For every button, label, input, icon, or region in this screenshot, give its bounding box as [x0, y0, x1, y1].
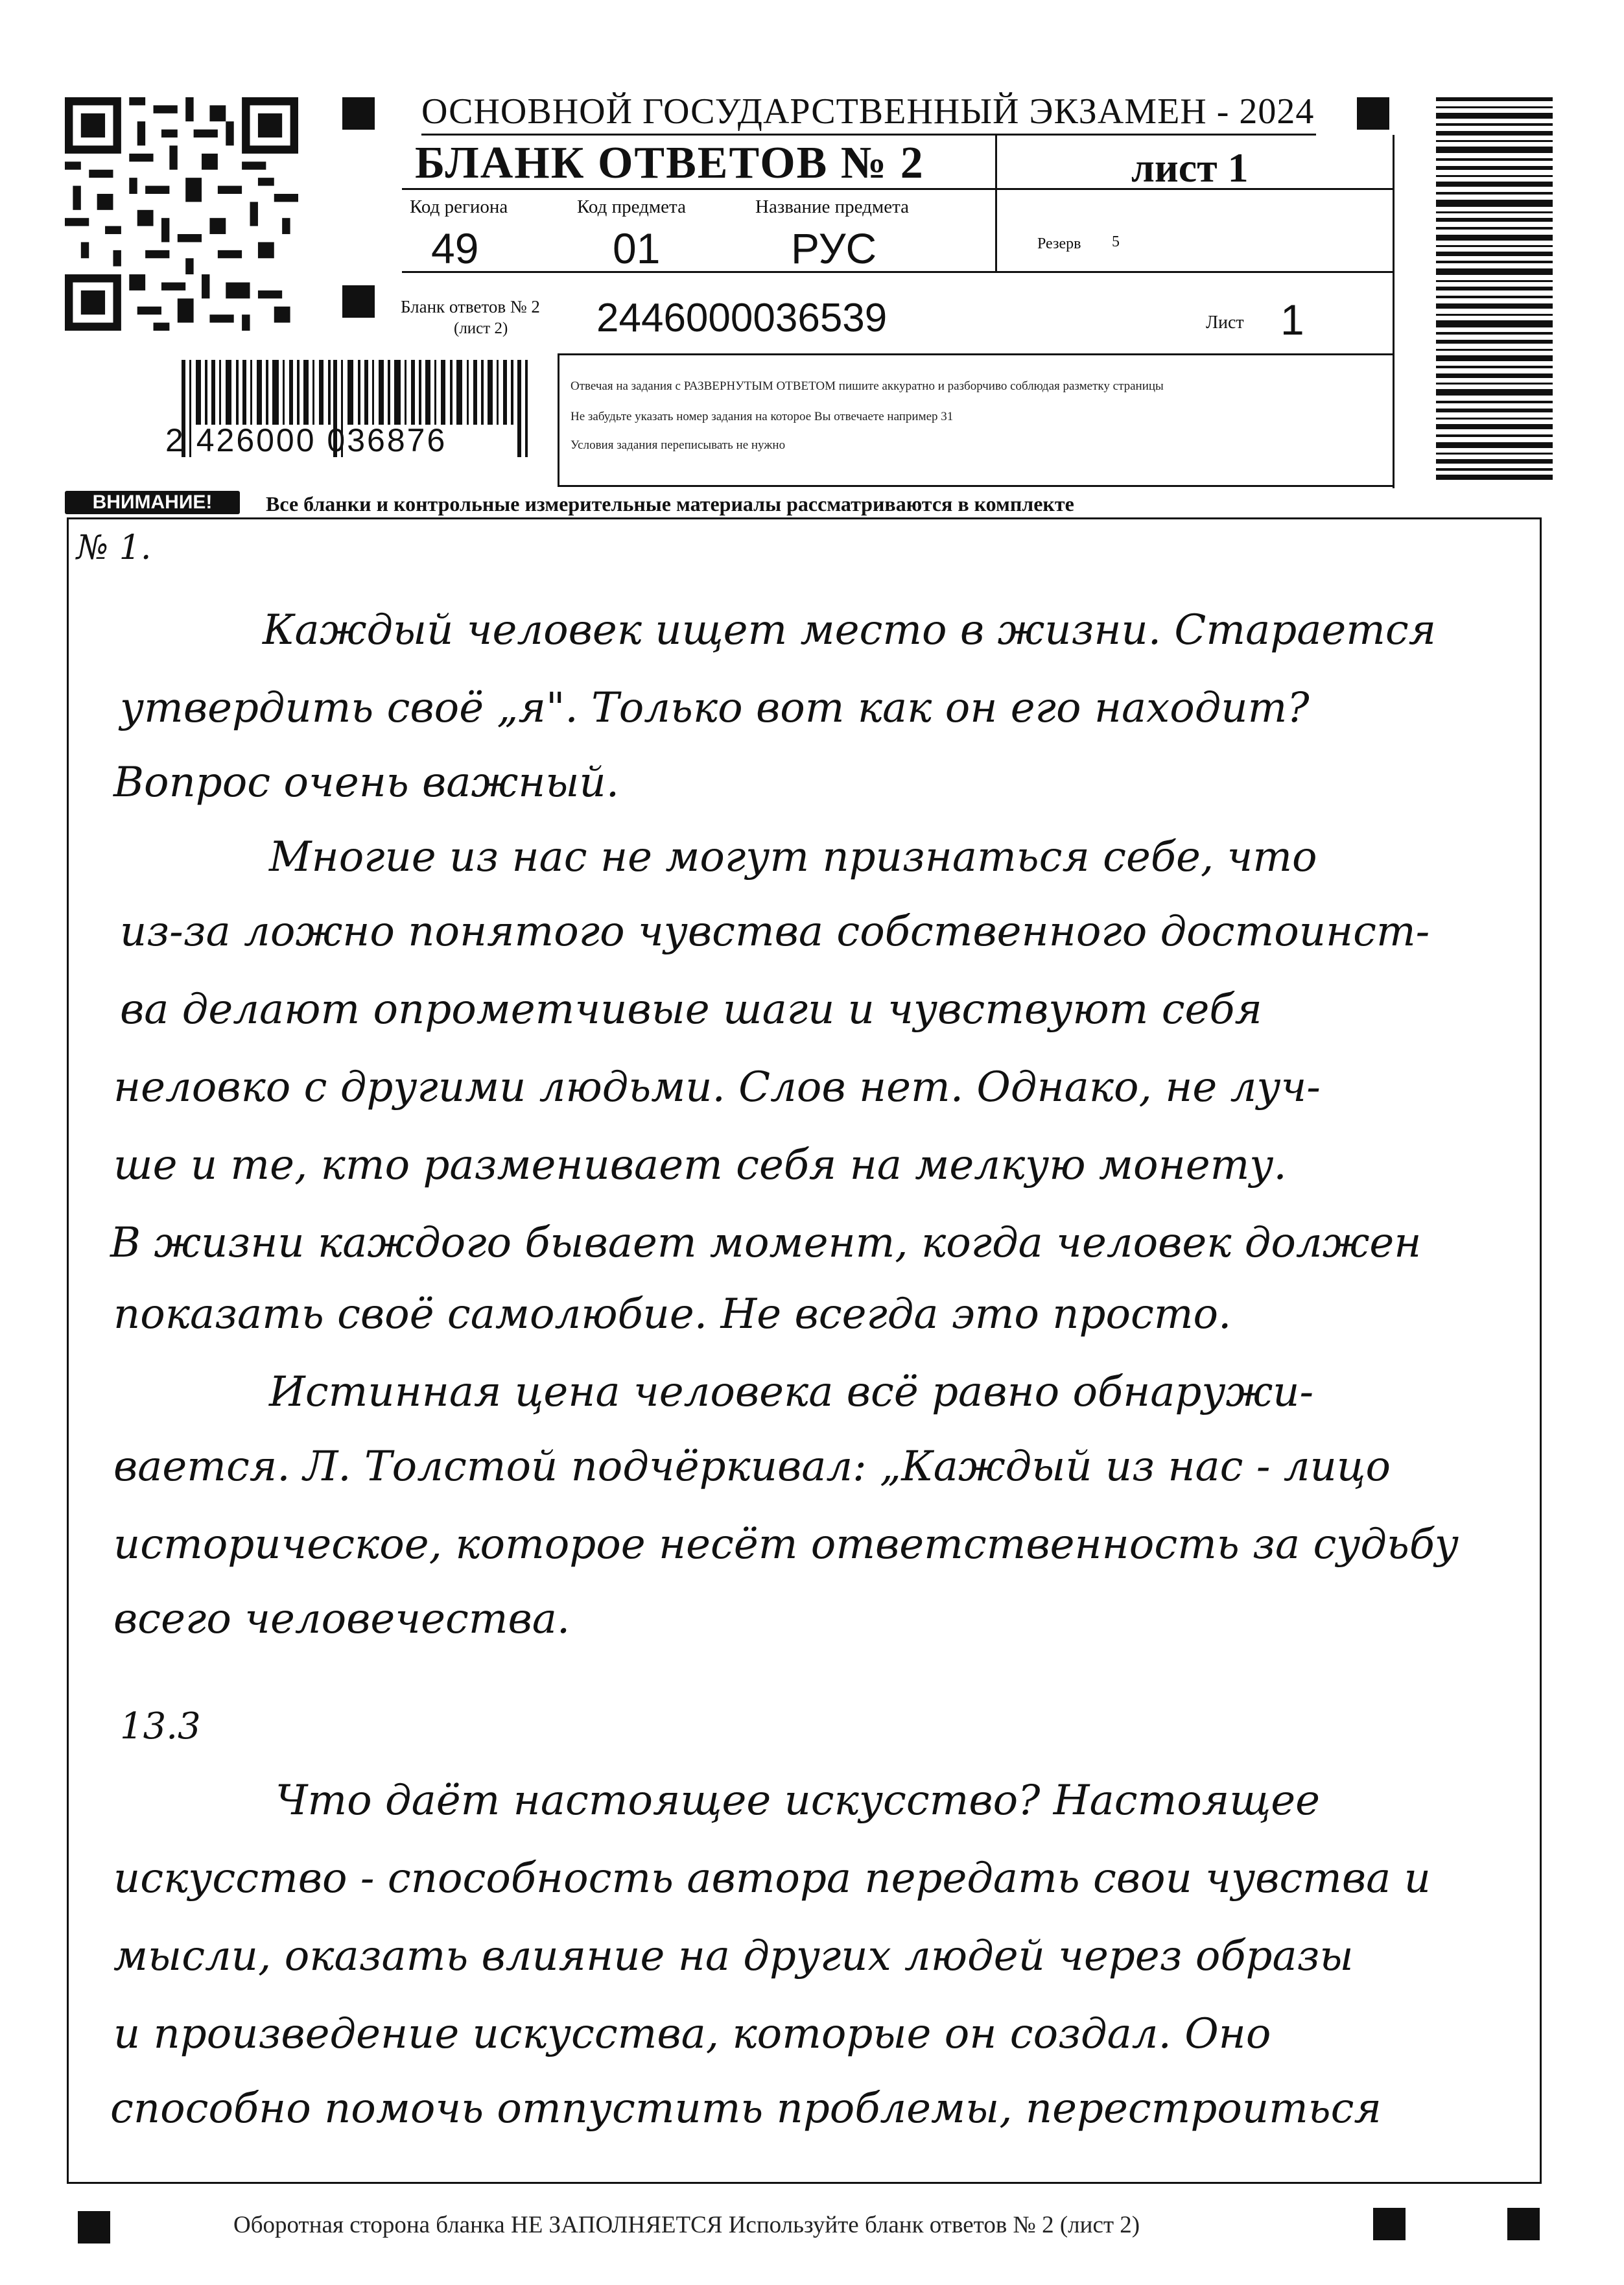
reserve-value: 5	[1112, 233, 1120, 250]
answer-line: В жизни каждого бывает момент, когда человек должен	[110, 1219, 1422, 1267]
alignment-marker-top-right	[1357, 97, 1389, 130]
warning-badge: ВНИМАНИЕ!	[65, 491, 240, 514]
instruction-line: Отвечая на задания с РАЗВЕРНУТЫМ ОТВЕТОМ пишите аккуратно и разборчиво соблюдая разметку страницы	[571, 379, 1164, 393]
answer-line: Каждый человек ищет место в жизни. Старается	[263, 606, 1437, 654]
barcode-number: 2 426000 036876	[165, 422, 447, 458]
header-divider	[1393, 135, 1395, 488]
header-divider	[995, 135, 997, 271]
answer-line: неловко с другими людьми. Слов нет. Однако, не луч-	[113, 1063, 1321, 1111]
subject-code-label: Код предмета	[577, 196, 686, 217]
header-divider	[558, 353, 559, 486]
instruction-line: Не забудьте указать номер задания на которое Вы отвечаете например 31	[571, 410, 954, 423]
answer-line: Что даёт настоящее искусство? Настоящее	[276, 1777, 1320, 1825]
answer-line: из-за ложно понятого чувства собственного достоинст-	[120, 908, 1430, 956]
list-value: 1	[1280, 296, 1304, 344]
subject-name-label: Название предмета	[755, 196, 909, 217]
answer-line: 13.3	[120, 1705, 201, 1747]
alignment-marker-bottom-right	[1507, 2208, 1540, 2240]
warning-text: Все бланки и контрольные измерительные материалы рассматриваются в комплекте	[266, 492, 1074, 515]
answer-line: показать своё самолюбие. Не всегда это просто.	[113, 1290, 1232, 1338]
answer-line: вается. Л. Толстой подчёркивал: „Каждый из нас - лицо	[113, 1443, 1391, 1491]
answer-line: № 1.	[76, 528, 152, 567]
answer-line: утвердить своё „я". Только вот как он его находит?	[120, 684, 1310, 732]
blank-number: 2446000036539	[596, 296, 888, 340]
exam-title: ОСНОВНОЙ ГОСУДАРСТВЕННЫЙ ЭКЗАМЕН - 2024	[421, 91, 1316, 136]
header-divider	[558, 485, 1394, 487]
subject-name-value: РУС	[791, 224, 877, 272]
answer-line: искусство - способность автора передать свои чувства и	[113, 1854, 1431, 1902]
subject-code-value: 01	[613, 224, 661, 272]
instruction-line: Условия задания переписывать не нужно	[571, 438, 786, 452]
answer-line: ва делают опрометчивые шаги и чувствуют себя	[120, 986, 1262, 1034]
barcode-icon	[1436, 97, 1553, 480]
form-title: БЛАНК ОТВЕТОВ № 2	[415, 138, 924, 188]
alignment-marker-bottom-left	[78, 2211, 110, 2244]
answer-line: историческое, которое несёт ответственность за судьбу	[113, 1521, 1459, 1569]
region-code-label: Код региона	[410, 196, 508, 217]
answer-line: Многие из нас не могут признаться себе, что	[269, 833, 1317, 881]
list-label: Лист	[1206, 313, 1244, 333]
answer-line: способно помочь отпустить проблемы, перестроиться	[110, 2085, 1382, 2133]
qr-code-icon	[65, 97, 298, 331]
answer-line: и произведение искусства, которые он создал. Оно	[113, 2010, 1271, 2058]
alignment-marker-bottom-mid	[1373, 2208, 1406, 2240]
sheet-label: лист 1	[1131, 145, 1249, 191]
blank-sublabel: (лист 2)	[454, 320, 508, 337]
blank-label: Бланк ответов № 2	[401, 297, 540, 316]
answer-line: ше и те, кто разменивает себя на мелкую монету.	[113, 1141, 1287, 1189]
header-divider	[402, 271, 1394, 273]
reserve-label: Резерв	[1037, 235, 1081, 252]
answer-line: Вопрос очень важный.	[113, 759, 620, 807]
alignment-marker-top-left	[342, 97, 375, 130]
answer-line: всего человечества.	[113, 1595, 571, 1643]
footer-note: Оборотная сторона бланка НЕ ЗАПОЛНЯЕТСЯ Используйте бланк ответов № 2 (лист 2)	[233, 2212, 1140, 2238]
header-divider	[558, 353, 1394, 355]
region-code-value: 49	[431, 224, 479, 272]
answer-line: Истинная цена человека всё равно обнаружи-	[269, 1368, 1314, 1416]
answer-line: мысли, оказать влияние на других людей через образы	[113, 1932, 1354, 1980]
alignment-marker-mid-left	[342, 285, 375, 318]
